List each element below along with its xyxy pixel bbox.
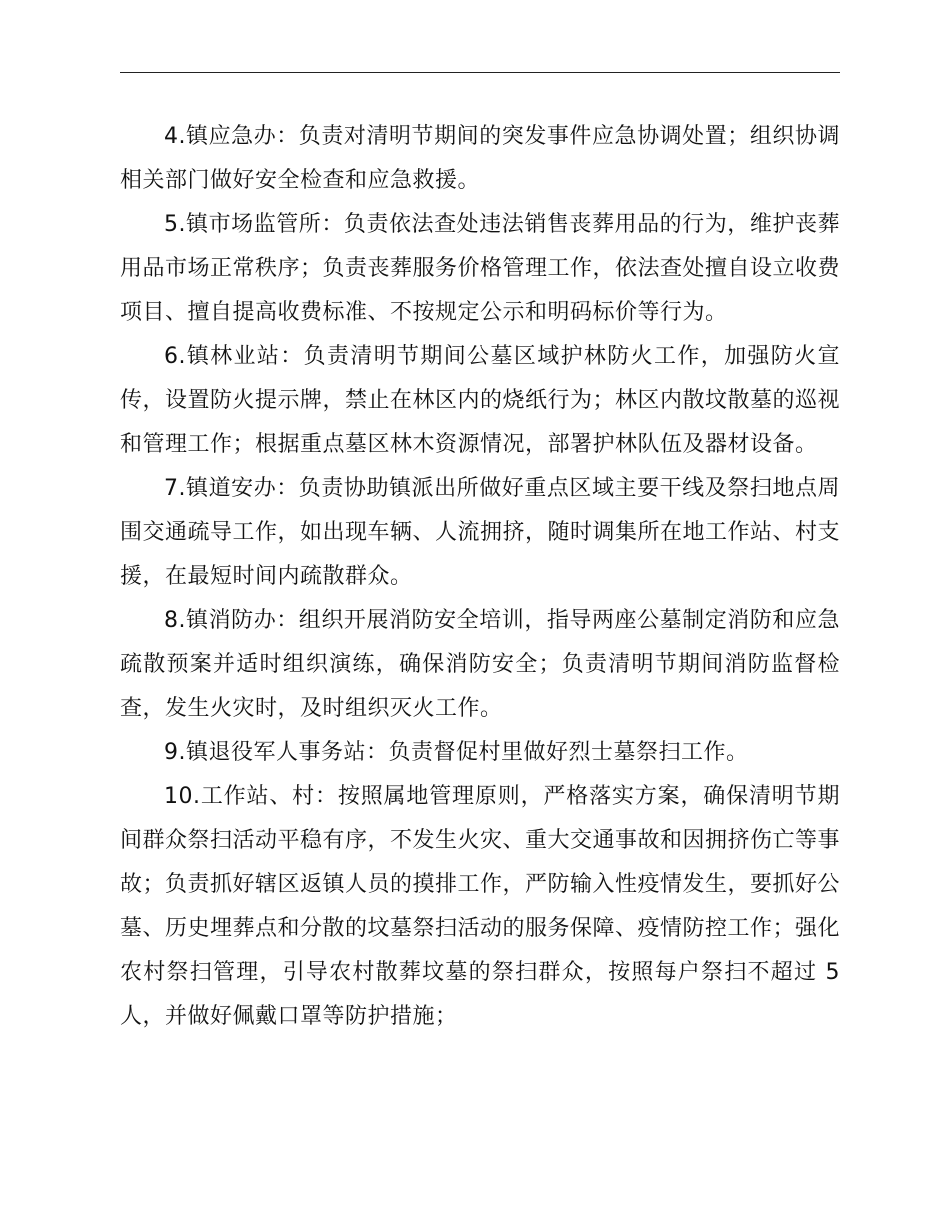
document-body xyxy=(120,115,840,1039)
paragraph-forestry-station: 6.镇林业站：负责清明节期间公墓区域护林防火工作，加强防火宣传，设置防火提示牌，禁止在林区内的烧纸行为；林区内散坟散墓的巡视和管理工作；根据重点墓区林木资源情况，部署护林队伍及器材设备。 xyxy=(120,344,841,457)
paragraph-market-supervision: 5.镇市场监管所：负责依法查处违法销售丧葬用品的行为，维护丧葬用品市场正常秩序；负责丧葬服务价格管理工作，依法查处擅自设立收费项目、擅自提高收费标准、不按规定公示和明码标价等行为。 xyxy=(120,212,841,325)
paragraph-town-emergency-office: 4.镇应急办：负责对清明节期间的突发事件应急协调处置；组织协调相关部门做好安全检查和应急救援。 xyxy=(120,124,840,193)
header-rule xyxy=(120,72,840,73)
paragraph-fire-office: 8.镇消防办：组织开展消防安全培训，指导两座公墓制定消防和应急疏散预案并适时组织演练，确保消防安全；负责清明节期间消防监督检查，发生火灾时，及时组织灭火工作。 xyxy=(120,608,840,721)
paragraph-veterans-station: 9.镇退役军人事务站：负责督促村里做好烈士墓祭扫工作。 xyxy=(164,740,749,765)
paragraph-road-safety-office: 7.镇道安办：负责协助镇派出所做好重点区域主要干线及祭扫地点周围交通疏导工作，如出现车辆、人流拥挤，随时调集所在地工作站、村支援，在最短时间内疏散群众。 xyxy=(120,476,841,589)
paragraph-workstations-villages: 10.工作站、村：按照属地管理原则，严格落实方案，确保清明节期间群众祭扫活动平稳有序，不发生火灾、重大交通事故和因拥挤伤亡等事故；负责抓好辖区返镇人员的摸排工作，严防输入性疫情发生，要抓好公墓、历史埋葬点和分散的坟墓祭扫活动的服务保障、疫情防控工作；强化农村祭扫管理，引导农村散葬坟墓的祭扫群众，按照每户祭扫不超过 5 人，并做好佩戴口罩等防护措施； xyxy=(120,784,841,1029)
